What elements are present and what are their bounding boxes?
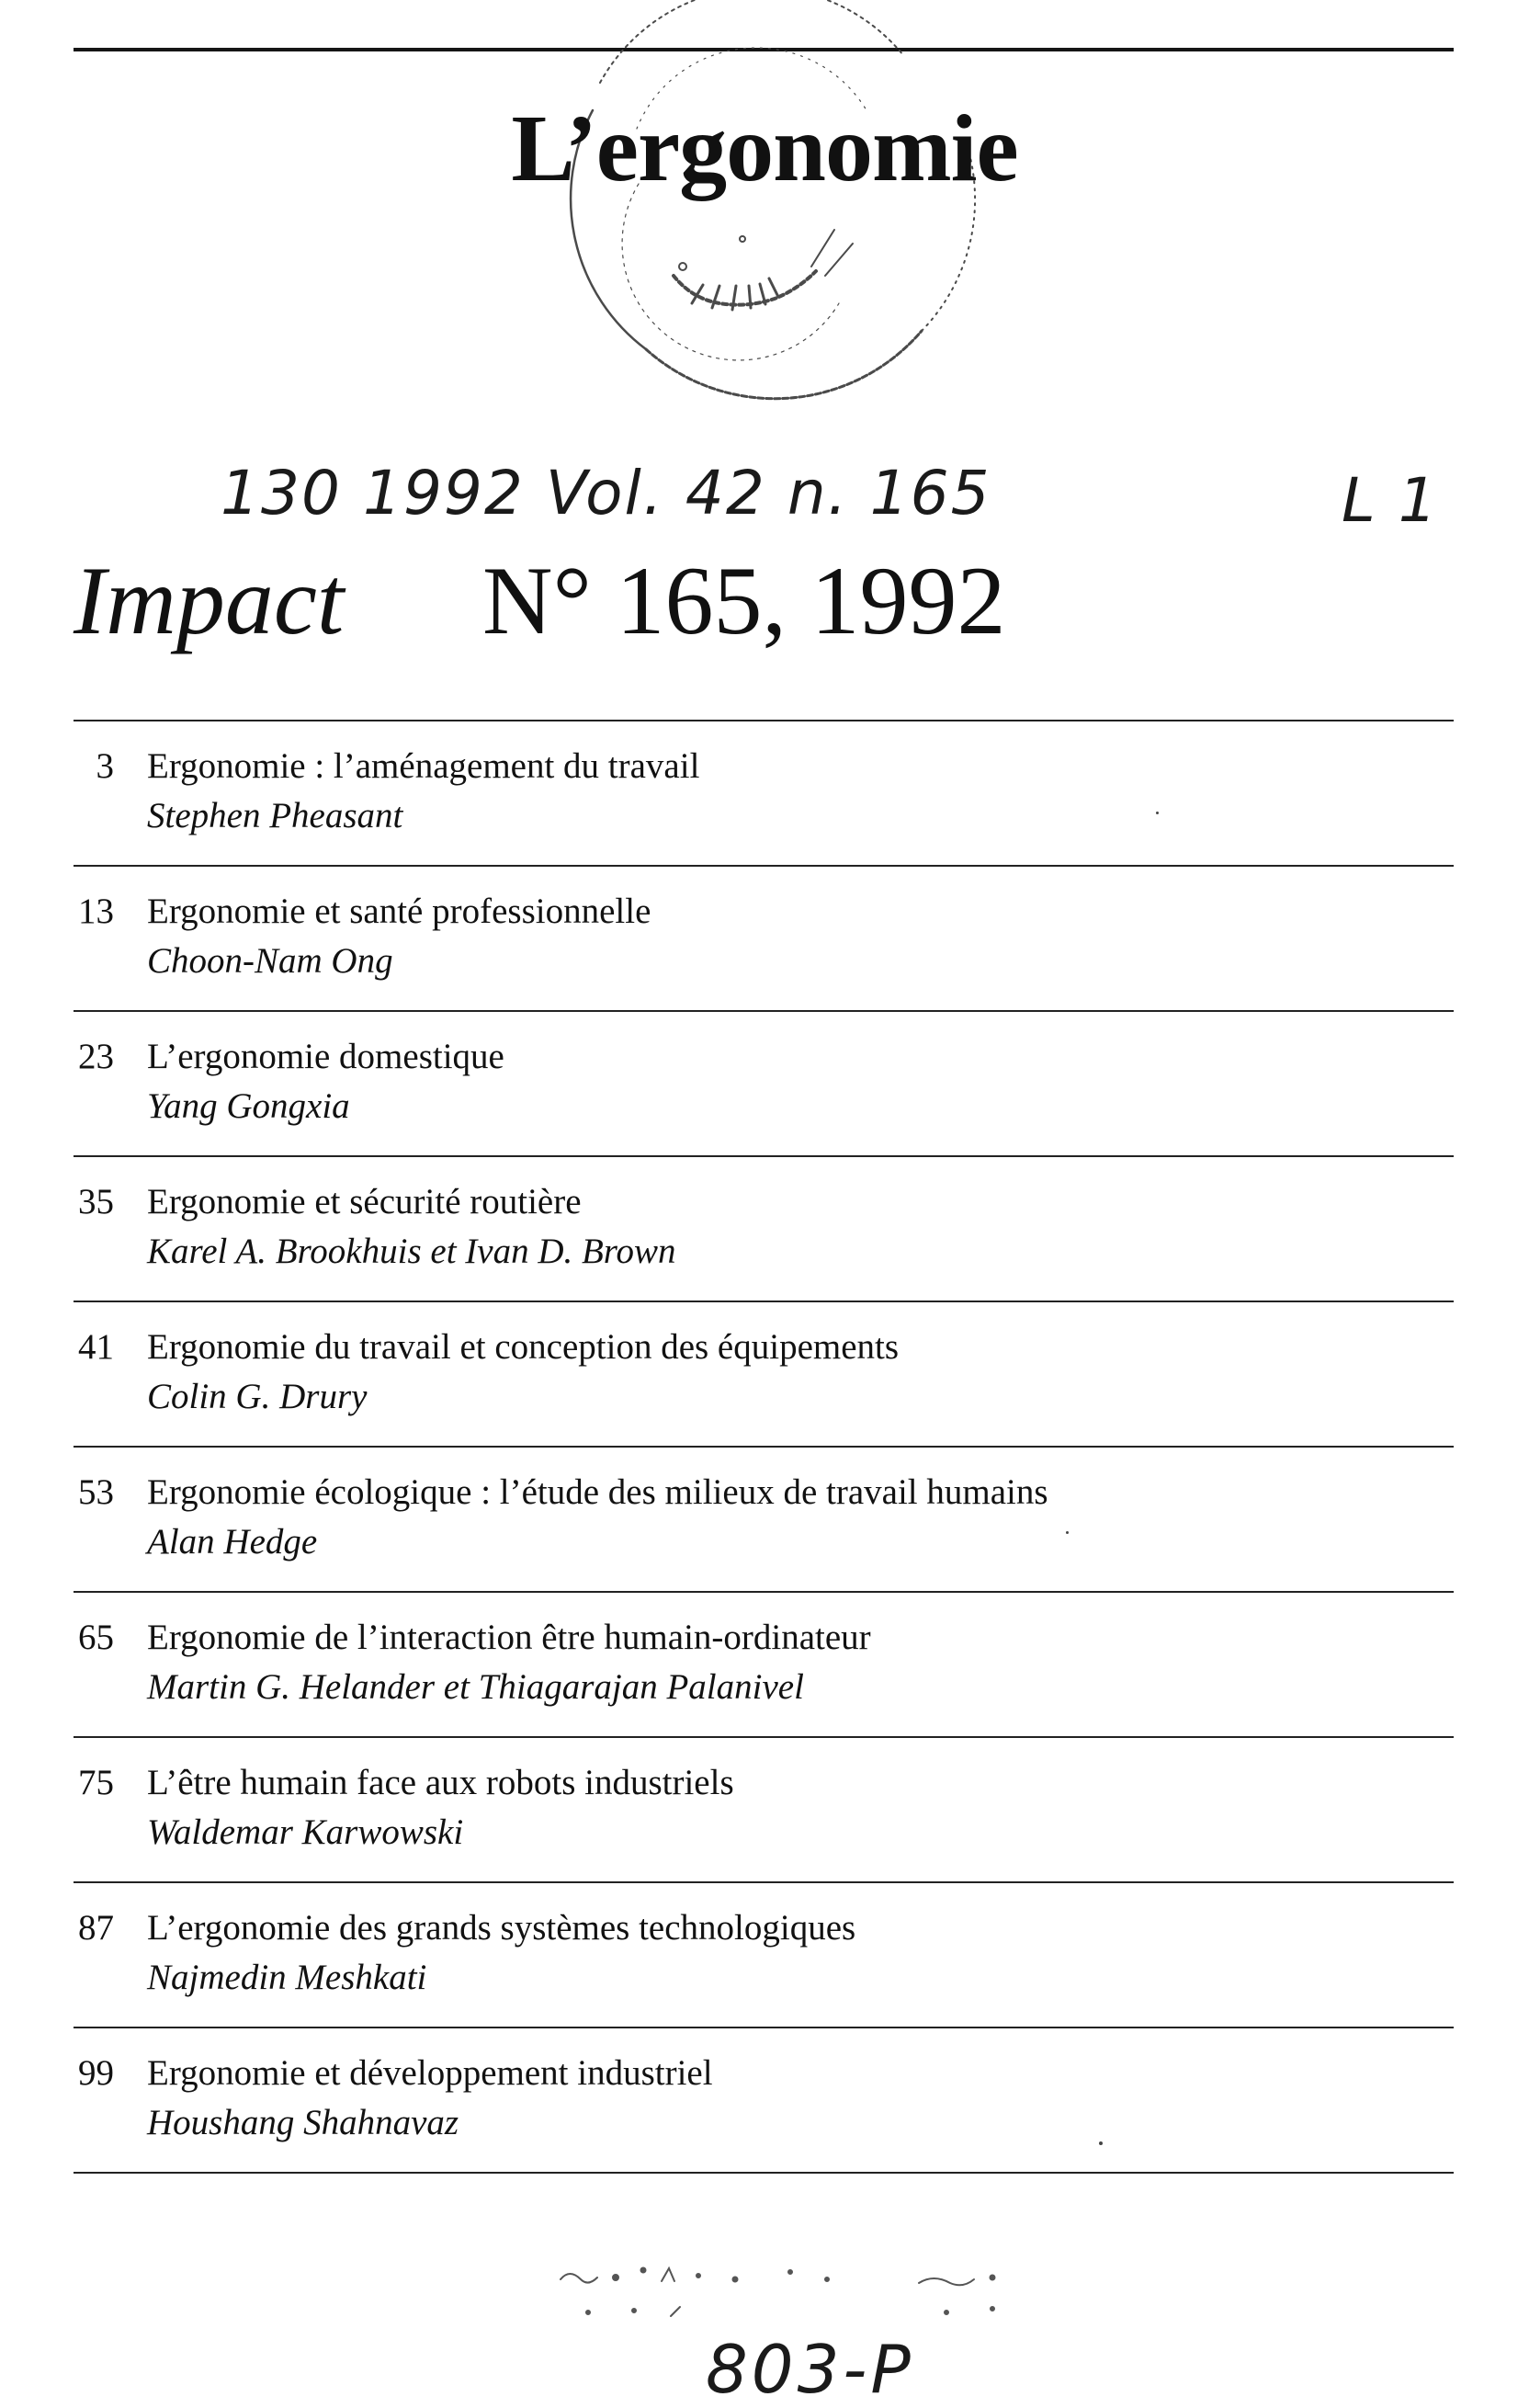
toc-article-title: Ergonomie et sécurité routière xyxy=(147,1182,582,1221)
toc-page-number: 99 xyxy=(78,2053,114,2093)
masthead xyxy=(74,547,1452,654)
smudged-stamp-text-icon xyxy=(515,2243,1121,2325)
toc-author: Martin G. Helander et Thiagarajan Palanivel xyxy=(147,1667,804,1707)
toc-entry xyxy=(74,1157,1454,1302)
toc-entry xyxy=(74,1012,1454,1157)
toc-page-number: 13 xyxy=(78,892,114,931)
toc-entry xyxy=(74,867,1454,1012)
toc-entry xyxy=(74,1883,1454,2028)
toc-entry xyxy=(74,1593,1454,1738)
toc-page-number: 3 xyxy=(96,746,114,786)
toc-page-number: 65 xyxy=(78,1618,114,1657)
toc-author: Karel A. Brookhuis et Ivan D. Brown xyxy=(147,1232,676,1271)
handwritten-annotation xyxy=(221,458,1470,550)
toc-entry xyxy=(74,1302,1454,1448)
scan-speck xyxy=(1099,2141,1103,2145)
handwritten-shelf-mark: 803-P xyxy=(706,2331,914,2408)
toc-article-title: Ergonomie : l’aménagement du travail xyxy=(147,746,700,786)
scan-speck xyxy=(1066,1531,1069,1534)
toc-author: Choon-Nam Ong xyxy=(147,941,393,981)
toc-article-title: L’ergonomie des grands systèmes technologiques xyxy=(147,1908,856,1948)
toc-author: Najmedin Meshkati xyxy=(147,1958,427,1997)
toc-page-number: 23 xyxy=(78,1037,114,1076)
toc-entry xyxy=(74,2028,1454,2174)
page-title: L’ergonomie xyxy=(511,96,1018,201)
issue-number: N° 165, 1992 xyxy=(482,547,1006,654)
handwritten-code: L 1 xyxy=(1342,465,1439,536)
scan-speck xyxy=(1156,812,1159,814)
toc-author: Colin G. Drury xyxy=(147,1377,368,1416)
toc-entry xyxy=(74,721,1454,867)
toc-author: Yang Gongxia xyxy=(147,1086,350,1126)
toc-page-number: 87 xyxy=(78,1908,114,1948)
toc-page-number: 75 xyxy=(78,1763,114,1802)
toc-author: Alan Hedge xyxy=(147,1522,318,1562)
toc-article-title: Ergonomie et santé professionnelle xyxy=(147,892,651,931)
table-of-contents xyxy=(74,720,1454,2174)
toc-article-title: Ergonomie et développement industriel xyxy=(147,2053,713,2093)
toc-page-number: 41 xyxy=(78,1327,114,1367)
journal-name: Impact xyxy=(74,547,345,654)
toc-entry xyxy=(74,1448,1454,1593)
handwritten-volume-note: 130 1992 Vol. 42 n. 165 xyxy=(221,458,991,528)
toc-page-number: 53 xyxy=(78,1472,114,1512)
library-stamp-icon xyxy=(536,0,977,423)
toc-article-title: L’être humain face aux robots industriels xyxy=(147,1763,734,1802)
toc-article-title: Ergonomie de l’interaction être humain-ordinateur xyxy=(147,1618,871,1657)
toc-author: Waldemar Karwowski xyxy=(147,1812,464,1852)
toc-entry xyxy=(74,1738,1454,1883)
toc-article-title: Ergonomie du travail et conception des équipements xyxy=(147,1327,900,1367)
toc-article-title: Ergonomie écologique : l’étude des milieux de travail humains xyxy=(147,1472,1048,1512)
footer-stamp xyxy=(515,2243,1121,2408)
toc-page-number: 35 xyxy=(78,1182,114,1221)
toc-author: Houshang Shahnavaz xyxy=(147,2103,459,2142)
toc-article-title: L’ergonomie domestique xyxy=(147,1037,504,1076)
toc-author: Stephen Pheasant xyxy=(147,796,403,835)
